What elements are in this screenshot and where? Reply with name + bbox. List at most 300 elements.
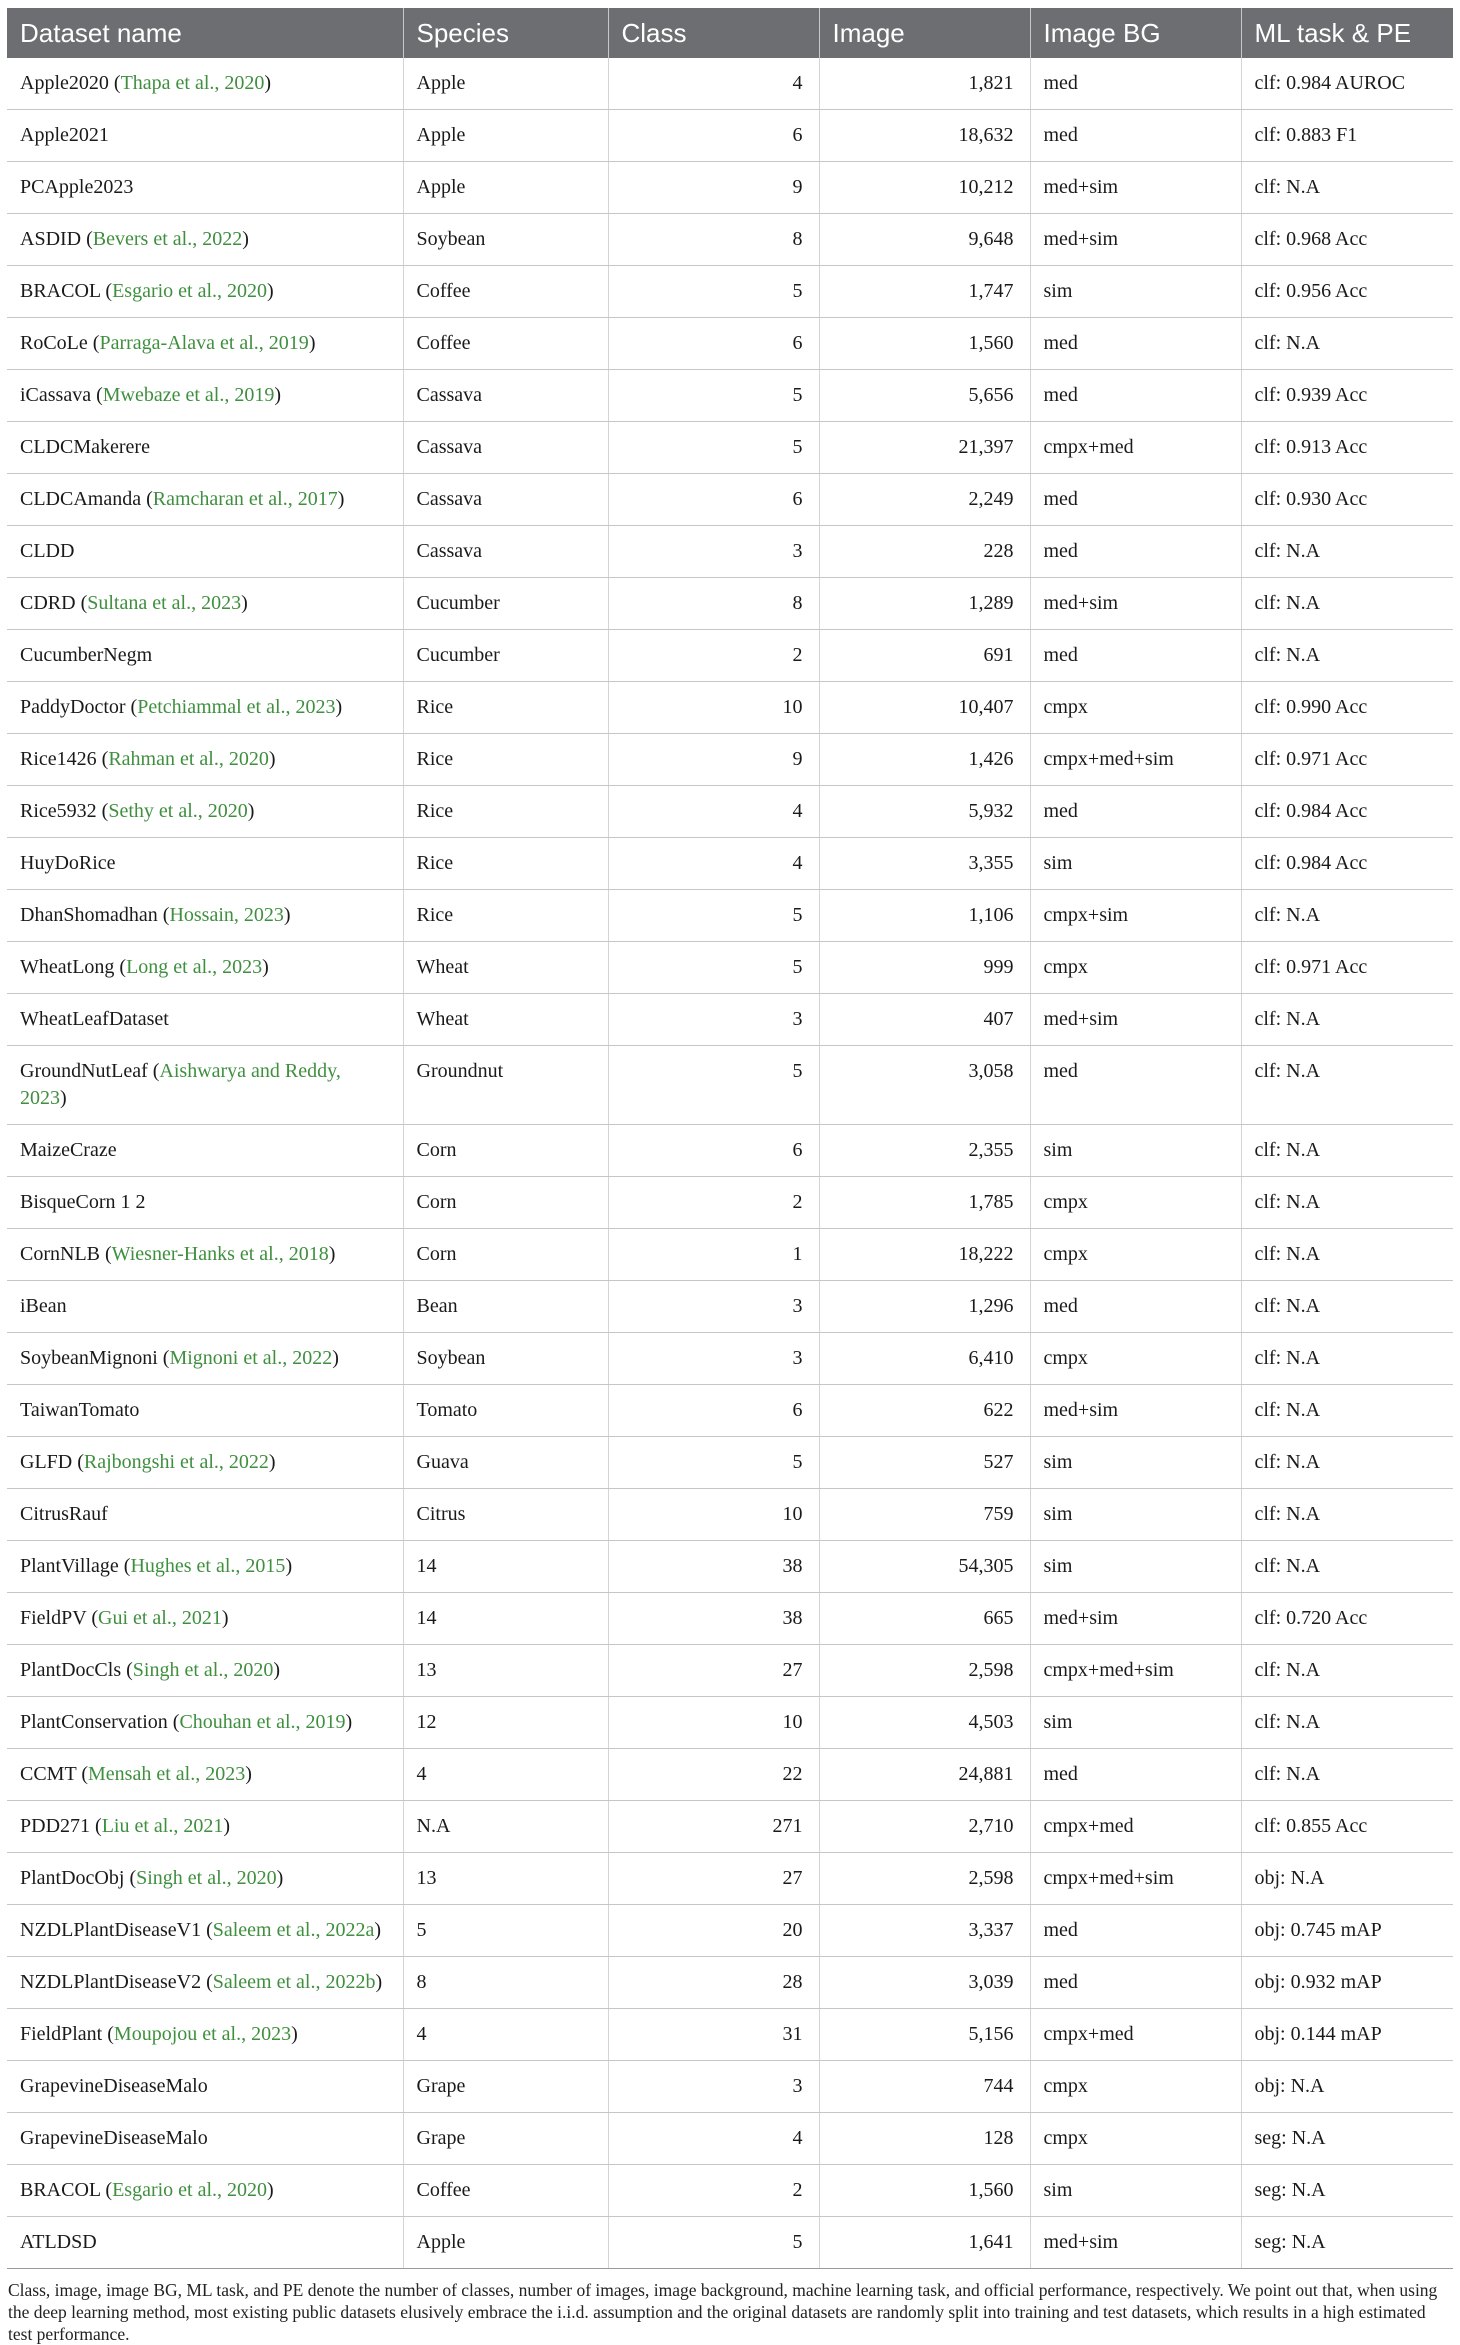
cell-species: Tomato xyxy=(403,1385,608,1437)
cell-ml-task: clf: N.A xyxy=(1241,162,1453,214)
cell-dataset-name xyxy=(7,2061,403,2113)
cell-image: 665 xyxy=(819,1593,1030,1645)
cell-species: Rice xyxy=(403,786,608,838)
cell-class: 4 xyxy=(608,58,819,110)
cell-image: 527 xyxy=(819,1437,1030,1489)
header-dataset-name: Dataset name xyxy=(7,8,403,58)
cell-species: Wheat xyxy=(403,994,608,1046)
dataset-name: DhanShomadhan xyxy=(20,904,158,926)
cell-class: 271 xyxy=(608,1801,819,1853)
cell-species: Coffee xyxy=(403,266,608,318)
cell-dataset-name: PlantDocCls (Singh et al., 2020) xyxy=(7,1645,403,1697)
cell-image-bg: cmpx xyxy=(1030,2061,1241,2113)
dataset-name: PlantVillage xyxy=(20,1555,119,1577)
cell-image-bg: sim xyxy=(1030,1125,1241,1177)
cell-ml-task: clf: N.A xyxy=(1241,1229,1453,1281)
dataset-name: WheatLeafDataset xyxy=(20,1008,169,1030)
cell-ml-task: clf: 0.930 Acc xyxy=(1241,474,1453,526)
dataset-name: CLDCAmanda xyxy=(20,488,142,510)
citation-link[interactable]: Long et al., 2023 xyxy=(126,956,263,978)
table-row xyxy=(7,1385,1453,1437)
cell-dataset-name xyxy=(7,162,403,214)
cell-species: Apple xyxy=(403,58,608,110)
table-row xyxy=(7,1177,1453,1229)
cell-class: 9 xyxy=(608,162,819,214)
cell-class: 20 xyxy=(608,1905,819,1957)
cell-species: 12 xyxy=(403,1697,608,1749)
cell-species: Cucumber xyxy=(403,578,608,630)
header-ml-task: ML task & PE xyxy=(1241,8,1453,58)
cell-dataset-name: FieldPV (Gui et al., 2021) xyxy=(7,1593,403,1645)
citation-link[interactable]: Saleem et al., 2022b xyxy=(212,1971,376,1993)
dataset-name: ASDID xyxy=(20,228,82,250)
cell-class: 28 xyxy=(608,1957,819,2009)
cell-image-bg: sim xyxy=(1030,2165,1241,2217)
cell-class: 4 xyxy=(608,2113,819,2165)
cell-image-bg: cmpx xyxy=(1030,682,1241,734)
cell-ml-task: clf: N.A xyxy=(1241,1437,1453,1489)
cell-image: 1,106 xyxy=(819,890,1030,942)
cell-class: 5 xyxy=(608,1437,819,1489)
cell-image: 744 xyxy=(819,2061,1030,2113)
cell-class: 8 xyxy=(608,214,819,266)
cell-ml-task: clf: N.A xyxy=(1241,1125,1453,1177)
cell-image: 1,560 xyxy=(819,2165,1030,2217)
cell-image: 9,648 xyxy=(819,214,1030,266)
cell-ml-task: clf: 0.956 Acc xyxy=(1241,266,1453,318)
cell-species: Rice xyxy=(403,734,608,786)
citation-link[interactable]: Saleem et al., 2022a xyxy=(212,1919,375,1941)
cell-image: 24,881 xyxy=(819,1749,1030,1801)
table-row xyxy=(7,318,1453,370)
table-footnote: Class, image, image BG, ML task, and PE denote the number of classes, number of images, image background, machine learning task, and official performance, respectively. We point out that, when using the deep learning method, most existing public datasets elusively embrace the i.i.d. assumption and the original datasets are randomly split into training and test datasets, which results in a high estimated test performance. xyxy=(8,2280,1438,2344)
cell-dataset-name: GLFD (Rajbongshi et al., 2022) xyxy=(7,1437,403,1489)
citation-link[interactable]: Ramcharan et al., 2017 xyxy=(152,488,338,510)
dataset-name: iBean xyxy=(20,1295,67,1317)
cell-image-bg: med xyxy=(1030,58,1241,110)
cell-dataset-name: BRACOL (Esgario et al., 2020) xyxy=(7,266,403,318)
cell-image-bg: med xyxy=(1030,110,1241,162)
citation-link[interactable]: Sethy et al., 2020 xyxy=(108,800,248,822)
table-row xyxy=(7,2217,1453,2269)
citation-link[interactable]: Hughes et al., 2015 xyxy=(130,1555,286,1577)
cell-image-bg: med+sim xyxy=(1030,214,1241,266)
citation-link[interactable]: Singh et al., 2020 xyxy=(136,1867,277,1889)
cell-image-bg: med+sim xyxy=(1030,1593,1241,1645)
cell-dataset-name xyxy=(7,526,403,578)
cell-species: Corn xyxy=(403,1177,608,1229)
cell-image-bg: cmpx xyxy=(1030,942,1241,994)
cell-ml-task: clf: 0.971 Acc xyxy=(1241,734,1453,786)
citation-link[interactable]: Gui et al., 2021 xyxy=(98,1607,222,1629)
cell-image-bg: cmpx+med xyxy=(1030,422,1241,474)
table-row xyxy=(7,214,1453,266)
cell-image-bg: sim xyxy=(1030,266,1241,318)
cell-class: 6 xyxy=(608,1125,819,1177)
cell-class: 2 xyxy=(608,1177,819,1229)
cell-class: 22 xyxy=(608,1749,819,1801)
cell-class: 6 xyxy=(608,318,819,370)
dataset-name: NZDLPlantDiseaseV1 xyxy=(20,1919,202,1941)
dataset-name: NZDLPlantDiseaseV2 xyxy=(20,1971,202,1993)
dataset-name: FieldPV xyxy=(20,1607,87,1629)
table-row xyxy=(7,786,1453,838)
cell-class: 27 xyxy=(608,1853,819,1905)
dataset-name: BRACOL xyxy=(20,280,101,302)
cell-image: 691 xyxy=(819,630,1030,682)
cell-class: 9 xyxy=(608,734,819,786)
cell-image-bg: med xyxy=(1030,1749,1241,1801)
cell-image: 2,598 xyxy=(819,1853,1030,1905)
dataset-name: FieldPlant xyxy=(20,2023,103,2045)
dataset-name: GLFD xyxy=(20,1451,73,1473)
cell-ml-task: clf: 0.984 Acc xyxy=(1241,838,1453,890)
citation-link[interactable]: Mwebaze et al., 2019 xyxy=(102,384,275,406)
cell-class: 8 xyxy=(608,578,819,630)
cell-dataset-name: Apple2020 (Thapa et al., 2020) xyxy=(7,58,403,110)
cell-dataset-name xyxy=(7,1281,403,1333)
cell-dataset-name xyxy=(7,422,403,474)
cell-class: 2 xyxy=(608,630,819,682)
cell-class: 10 xyxy=(608,1489,819,1541)
cell-ml-task: obj: 0.144 mAP xyxy=(1241,2009,1453,2061)
citation-link[interactable]: Mignoni et al., 2022 xyxy=(169,1347,333,1369)
table-row xyxy=(7,110,1453,162)
cell-class: 10 xyxy=(608,682,819,734)
cell-dataset-name xyxy=(7,110,403,162)
cell-class: 38 xyxy=(608,1593,819,1645)
cell-species: 13 xyxy=(403,1853,608,1905)
cell-image: 1,785 xyxy=(819,1177,1030,1229)
cell-class: 6 xyxy=(608,1385,819,1437)
cell-dataset-name xyxy=(7,1489,403,1541)
cell-species: Coffee xyxy=(403,318,608,370)
citation-link[interactable]: Esgario et al., 2020 xyxy=(112,2179,268,2201)
dataset-name: Rice5932 xyxy=(20,800,97,822)
cell-image: 1,289 xyxy=(819,578,1030,630)
cell-dataset-name: CLDCAmanda (Ramcharan et al., 2017) xyxy=(7,474,403,526)
cell-image: 1,426 xyxy=(819,734,1030,786)
cell-image-bg: med xyxy=(1030,1905,1241,1957)
cell-image: 1,560 xyxy=(819,318,1030,370)
cell-image: 2,710 xyxy=(819,1801,1030,1853)
dataset-name: PaddyDoctor xyxy=(20,696,126,718)
header-image: Image xyxy=(819,8,1030,58)
cell-dataset-name: WheatLong (Long et al., 2023) xyxy=(7,942,403,994)
cell-dataset-name xyxy=(7,630,403,682)
cell-class: 4 xyxy=(608,838,819,890)
dataset-name: SoybeanMignoni xyxy=(20,1347,158,1369)
cell-class: 38 xyxy=(608,1541,819,1593)
citation-link[interactable]: Moupojou et al., 2023 xyxy=(113,2023,292,2045)
cell-ml-task: clf: N.A xyxy=(1241,578,1453,630)
dataset-name: Apple2021 xyxy=(20,124,109,146)
cell-class: 5 xyxy=(608,1046,819,1125)
cell-image: 3,039 xyxy=(819,1957,1030,2009)
cell-image-bg: cmpx+med+sim xyxy=(1030,1645,1241,1697)
cell-dataset-name xyxy=(7,1385,403,1437)
cell-image: 5,932 xyxy=(819,786,1030,838)
cell-dataset-name: CDRD (Sultana et al., 2023) xyxy=(7,578,403,630)
dataset-name: PlantDocObj xyxy=(20,1867,125,1889)
dataset-name: PlantDocCls xyxy=(20,1659,122,1681)
citation-link[interactable]: Chouhan et al., 2019 xyxy=(179,1711,346,1733)
cell-class: 1 xyxy=(608,1229,819,1281)
dataset-name: PCApple2023 xyxy=(20,176,134,198)
cell-dataset-name: Rice1426 (Rahman et al., 2020) xyxy=(7,734,403,786)
cell-ml-task: clf: N.A xyxy=(1241,630,1453,682)
cell-ml-task: clf: N.A xyxy=(1241,1046,1453,1125)
cell-image-bg: med+sim xyxy=(1030,162,1241,214)
cell-class: 3 xyxy=(608,2061,819,2113)
citation-link[interactable]: Sultana et al., 2023 xyxy=(87,592,242,614)
cell-dataset-name: CornNLB (Wiesner-Hanks et al., 2018) xyxy=(7,1229,403,1281)
citation-link[interactable]: Esgario et al., 2020 xyxy=(112,280,268,302)
cell-dataset-name xyxy=(7,2217,403,2269)
cell-image-bg: cmpx xyxy=(1030,2113,1241,2165)
table-row xyxy=(7,58,1453,110)
cell-dataset-name: RoCoLe (Parraga-Alava et al., 2019) xyxy=(7,318,403,370)
citation-link[interactable]: Hossain, 2023 xyxy=(169,904,284,926)
dataset-name: CucumberNegm xyxy=(20,644,153,666)
cell-ml-task: clf: N.A xyxy=(1241,318,1453,370)
cell-image: 759 xyxy=(819,1489,1030,1541)
table-body xyxy=(7,58,1453,2269)
cell-ml-task: clf: 0.990 Acc xyxy=(1241,682,1453,734)
cell-dataset-name: DhanShomadhan (Hossain, 2023) xyxy=(7,890,403,942)
cell-image-bg: med xyxy=(1030,370,1241,422)
table-row xyxy=(7,1437,1453,1489)
cell-class: 10 xyxy=(608,1697,819,1749)
cell-image-bg: med xyxy=(1030,1957,1241,2009)
dataset-name: GroundNutLeaf xyxy=(20,1060,148,1082)
cell-image-bg: cmpx+med xyxy=(1030,1801,1241,1853)
cell-image: 18,222 xyxy=(819,1229,1030,1281)
cell-ml-task: clf: N.A xyxy=(1241,1489,1453,1541)
cell-class: 6 xyxy=(608,474,819,526)
cell-species: Citrus xyxy=(403,1489,608,1541)
citation-link[interactable]: Mensah et al., 2023 xyxy=(88,1763,246,1785)
header-row xyxy=(7,8,1453,58)
cell-dataset-name xyxy=(7,838,403,890)
cell-class: 6 xyxy=(608,110,819,162)
cell-species: Soybean xyxy=(403,214,608,266)
cell-ml-task: clf: N.A xyxy=(1241,994,1453,1046)
dataset-name: Apple2020 xyxy=(20,72,109,94)
table-row xyxy=(7,1125,1453,1177)
citation-link[interactable]: Petchiammal et al., 2023 xyxy=(137,696,336,718)
table-row xyxy=(7,890,1453,942)
cell-class: 5 xyxy=(608,266,819,318)
cell-ml-task: clf: 0.984 Acc xyxy=(1241,786,1453,838)
citation-link[interactable]: Wiesner-Hanks et al., 2018 xyxy=(111,1243,329,1265)
table-row xyxy=(7,1957,1453,2009)
cell-class: 5 xyxy=(608,2217,819,2269)
cell-species: Cassava xyxy=(403,422,608,474)
cell-image-bg: sim xyxy=(1030,838,1241,890)
cell-dataset-name: GroundNutLeaf (Aishwarya and Reddy, 2023) xyxy=(7,1046,403,1125)
dataset-name: TaiwanTomato xyxy=(20,1399,140,1421)
cell-ml-task: obj: 0.745 mAP xyxy=(1241,1905,1453,1957)
cell-ml-task: clf: N.A xyxy=(1241,526,1453,578)
cell-dataset-name: CCMT (Mensah et al., 2023) xyxy=(7,1749,403,1801)
cell-class: 31 xyxy=(608,2009,819,2061)
cell-image: 622 xyxy=(819,1385,1030,1437)
cell-dataset-name: iCassava (Mwebaze et al., 2019) xyxy=(7,370,403,422)
cell-species: Cassava xyxy=(403,526,608,578)
table-row xyxy=(7,682,1453,734)
cell-ml-task: clf: 0.883 F1 xyxy=(1241,110,1453,162)
cell-image-bg: sim xyxy=(1030,1541,1241,1593)
cell-ml-task: obj: N.A xyxy=(1241,1853,1453,1905)
cell-class: 2 xyxy=(608,2165,819,2217)
citation-link[interactable]: Rajbongshi et al., 2022 xyxy=(83,1451,269,1473)
dataset-name: PDD271 xyxy=(20,1815,91,1837)
table-row xyxy=(7,422,1453,474)
cell-species: Apple xyxy=(403,110,608,162)
cell-image-bg: med xyxy=(1030,474,1241,526)
cell-image-bg: med+sim xyxy=(1030,578,1241,630)
cell-image: 18,632 xyxy=(819,110,1030,162)
cell-ml-task: clf: N.A xyxy=(1241,1281,1453,1333)
citation-link[interactable]: Singh et al., 2020 xyxy=(132,1659,274,1681)
cell-image-bg: cmpx xyxy=(1030,1177,1241,1229)
dataset-table xyxy=(7,8,1453,2269)
citation-link[interactable]: Parraga-Alava et al., 2019 xyxy=(99,332,309,354)
table-row xyxy=(7,2009,1453,2061)
dataset-name: WheatLong xyxy=(20,956,115,978)
table-row xyxy=(7,1281,1453,1333)
cell-image: 5,656 xyxy=(819,370,1030,422)
table-row xyxy=(7,1333,1453,1385)
cell-ml-task: obj: N.A xyxy=(1241,2061,1453,2113)
cell-image: 2,249 xyxy=(819,474,1030,526)
cell-species: Rice xyxy=(403,838,608,890)
cell-species: N.A xyxy=(403,1801,608,1853)
cell-image: 2,355 xyxy=(819,1125,1030,1177)
citation-link[interactable]: Liu et al., 2021 xyxy=(101,1815,224,1837)
table-row xyxy=(7,2165,1453,2217)
cell-dataset-name: PaddyDoctor (Petchiammal et al., 2023) xyxy=(7,682,403,734)
table-row xyxy=(7,1229,1453,1281)
cell-ml-task: seg: N.A xyxy=(1241,2165,1453,2217)
cell-species: Soybean xyxy=(403,1333,608,1385)
cell-image-bg: med+sim xyxy=(1030,994,1241,1046)
dataset-name: GrapevineDiseaseMalo xyxy=(20,2127,208,2149)
cell-image: 4,503 xyxy=(819,1697,1030,1749)
cell-species: 14 xyxy=(403,1593,608,1645)
dataset-name: ATLDSD xyxy=(20,2231,97,2253)
cell-species: 8 xyxy=(403,1957,608,2009)
table-row xyxy=(7,578,1453,630)
cell-image-bg: med xyxy=(1030,526,1241,578)
table-header xyxy=(7,8,1453,58)
cell-ml-task: clf: 0.855 Acc xyxy=(1241,1801,1453,1853)
cell-dataset-name: NZDLPlantDiseaseV2 (Saleem et al., 2022b) xyxy=(7,1957,403,2009)
cell-image-bg: med xyxy=(1030,1046,1241,1125)
citation-link[interactable]: Thapa et al., 2020 xyxy=(120,72,265,94)
cell-image-bg: cmpx+sim xyxy=(1030,890,1241,942)
table-row xyxy=(7,838,1453,890)
cell-species: Corn xyxy=(403,1229,608,1281)
cell-class: 3 xyxy=(608,526,819,578)
cell-image: 21,397 xyxy=(819,422,1030,474)
cell-image-bg: sim xyxy=(1030,1489,1241,1541)
dataset-name: BisqueCorn 1 2 xyxy=(20,1191,146,1213)
cell-image-bg: sim xyxy=(1030,1437,1241,1489)
dataset-name: CCMT xyxy=(20,1763,77,1785)
cell-species: 13 xyxy=(403,1645,608,1697)
dataset-name: BRACOL xyxy=(20,2179,101,2201)
cell-ml-task: clf: 0.720 Acc xyxy=(1241,1593,1453,1645)
cell-dataset-name: PlantDocObj (Singh et al., 2020) xyxy=(7,1853,403,1905)
cell-dataset-name: Rice5932 (Sethy et al., 2020) xyxy=(7,786,403,838)
table-row xyxy=(7,994,1453,1046)
cell-image: 999 xyxy=(819,942,1030,994)
citation-link[interactable]: Aishwarya and Reddy, 2023 xyxy=(20,1060,341,1109)
cell-class: 5 xyxy=(608,370,819,422)
cell-ml-task: clf: N.A xyxy=(1241,890,1453,942)
cell-dataset-name xyxy=(7,2113,403,2165)
cell-species: Cassava xyxy=(403,474,608,526)
table-row xyxy=(7,2061,1453,2113)
cell-dataset-name: FieldPlant (Moupojou et al., 2023) xyxy=(7,2009,403,2061)
cell-species: 4 xyxy=(403,1749,608,1801)
citation-link[interactable]: Rahman et al., 2020 xyxy=(108,748,269,770)
cell-image: 2,598 xyxy=(819,1645,1030,1697)
table-row xyxy=(7,1801,1453,1853)
citation-link[interactable]: Bevers et al., 2022 xyxy=(92,228,243,250)
cell-class: 3 xyxy=(608,1333,819,1385)
cell-ml-task: clf: 0.913 Acc xyxy=(1241,422,1453,474)
cell-dataset-name: PDD271 (Liu et al., 2021) xyxy=(7,1801,403,1853)
cell-species: Groundnut xyxy=(403,1046,608,1125)
table-row xyxy=(7,1046,1453,1125)
table-row xyxy=(7,1593,1453,1645)
cell-image: 1,821 xyxy=(819,58,1030,110)
cell-image-bg: med+sim xyxy=(1030,1385,1241,1437)
table-row xyxy=(7,162,1453,214)
cell-image: 228 xyxy=(819,526,1030,578)
cell-ml-task: clf: 0.939 Acc xyxy=(1241,370,1453,422)
cell-ml-task: clf: N.A xyxy=(1241,1333,1453,1385)
cell-ml-task: obj: 0.932 mAP xyxy=(1241,1957,1453,2009)
cell-species: Cassava xyxy=(403,370,608,422)
table-row xyxy=(7,526,1453,578)
cell-class: 27 xyxy=(608,1645,819,1697)
table-container xyxy=(7,8,1453,2345)
cell-image: 3,058 xyxy=(819,1046,1030,1125)
cell-species: Coffee xyxy=(403,2165,608,2217)
cell-image: 128 xyxy=(819,2113,1030,2165)
cell-species: Cucumber xyxy=(403,630,608,682)
cell-image-bg: med xyxy=(1030,318,1241,370)
cell-ml-task: seg: N.A xyxy=(1241,2217,1453,2269)
cell-species: Wheat xyxy=(403,942,608,994)
cell-image: 5,156 xyxy=(819,2009,1030,2061)
dataset-name: GrapevineDiseaseMalo xyxy=(20,2075,208,2097)
cell-dataset-name xyxy=(7,1177,403,1229)
cell-species: Grape xyxy=(403,2061,608,2113)
cell-ml-task: clf: N.A xyxy=(1241,1177,1453,1229)
cell-species: Apple xyxy=(403,2217,608,2269)
cell-ml-task: clf: 0.971 Acc xyxy=(1241,942,1453,994)
dataset-name: PlantConservation xyxy=(20,1711,168,1733)
cell-species: Rice xyxy=(403,682,608,734)
cell-species: Apple xyxy=(403,162,608,214)
cell-dataset-name: ASDID (Bevers et al., 2022) xyxy=(7,214,403,266)
cell-ml-task: clf: N.A xyxy=(1241,1697,1453,1749)
